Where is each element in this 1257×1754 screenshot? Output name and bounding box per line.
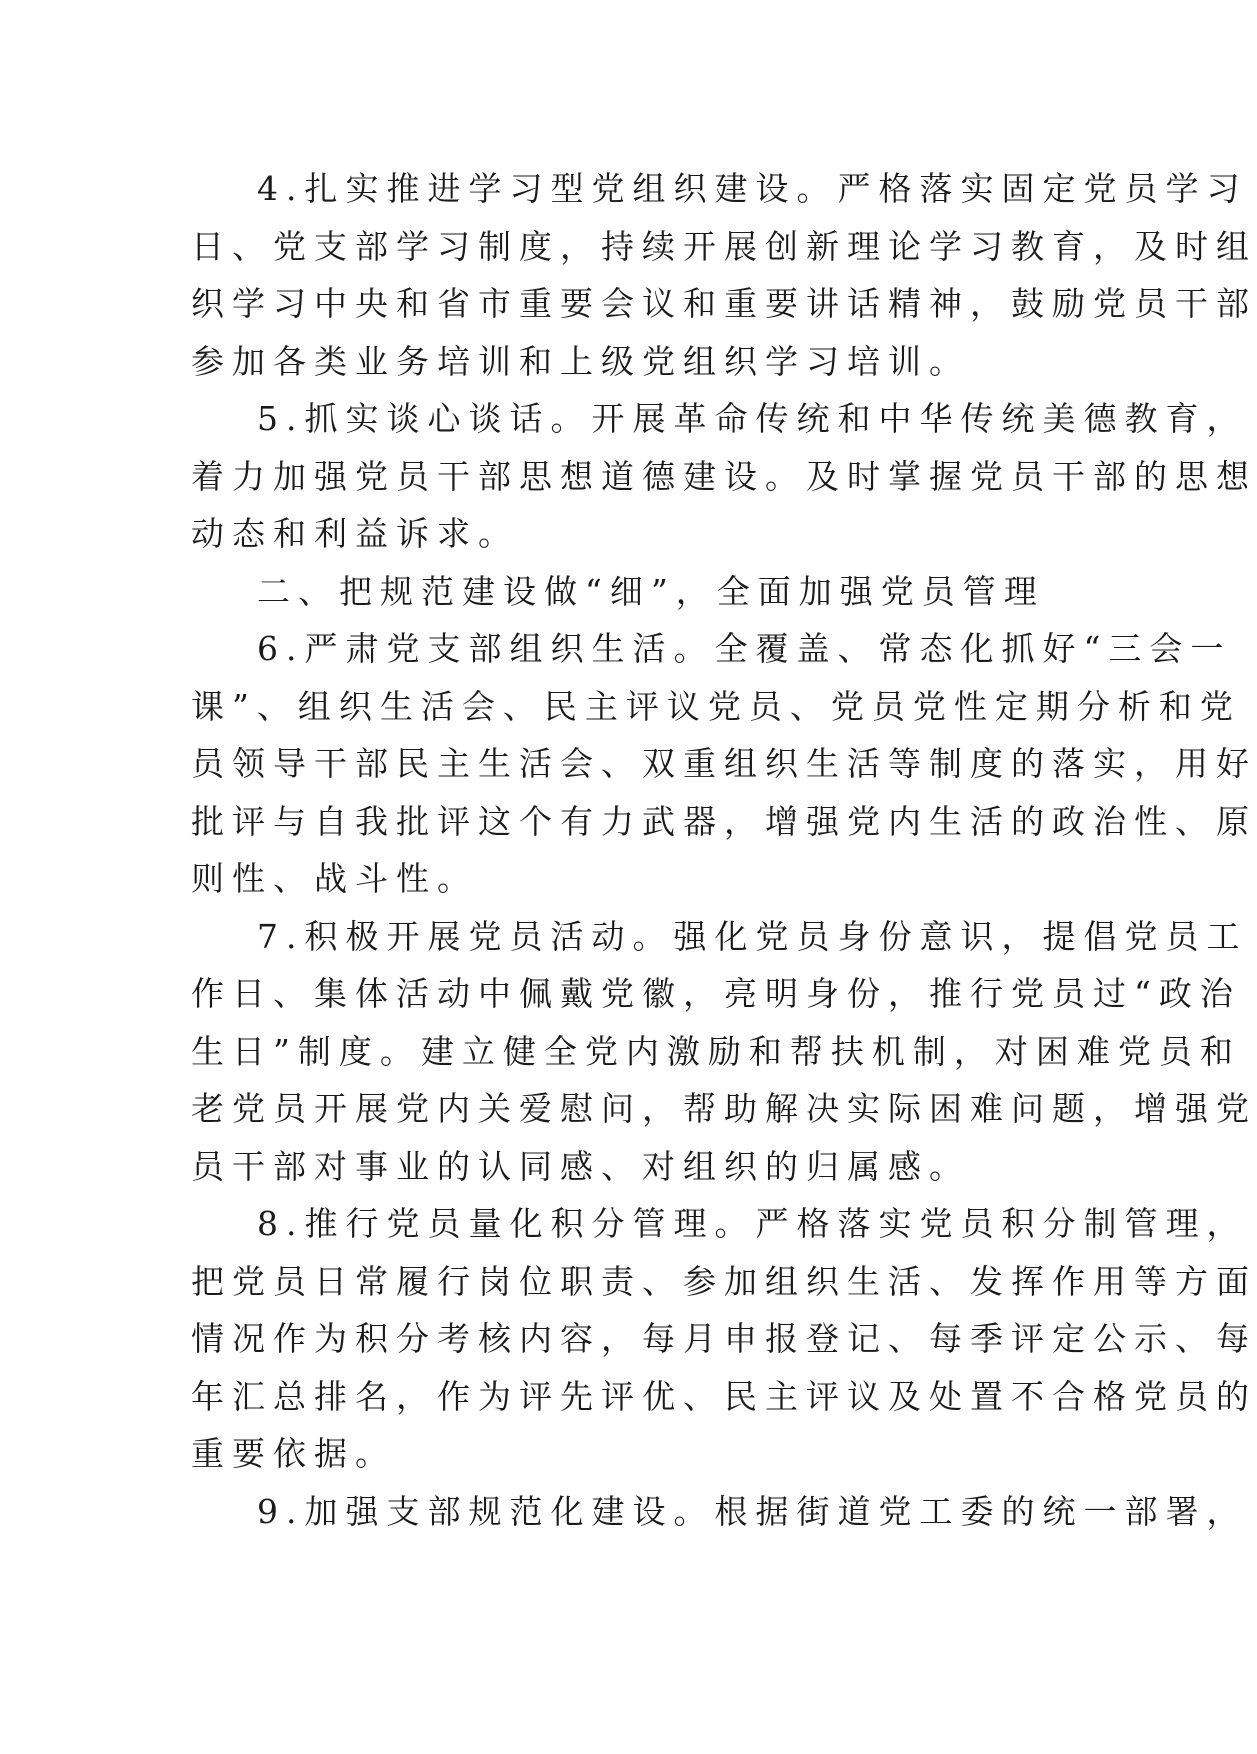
paragraph-item-8 <box>191 1195 1257 1483</box>
text-line: 作 日 、 集 体 活 动 中 佩 戴 党 徽 ， 亮 明 身 份 ， 推 行 党 员 过 “ 政 治 <box>191 974 1241 1013</box>
text-line: 织 学 习 中 央 和 省 市 重 要 会 议 和 重 要 讲 话 精 神 ， 鼓 励 党 员 干 部 <box>191 284 1257 323</box>
text-line: 8 . 推 行 党 员 量 化 积 分 管 理 。 严 格 落 实 党 员 积 分 制 管 理 ， <box>257 1204 1248 1243</box>
text-line: 着 力 加 强 党 员 干 部 思 想 道 德 建 设 。 及 时 掌 握 党 员 干 部 的 思 想 <box>191 456 1257 496</box>
section-heading: 二、把规范建设做“细”，全面加强党员管理 <box>257 571 1045 611</box>
paragraph-item-9 <box>191 1483 1248 1541</box>
text-line: 生 日 ” 制 度 。 建 立 健 全 党 内 激 励 和 帮 扶 机 制 ， 对 困 难 党 员 和 <box>191 1031 1241 1071</box>
text-line: 则性、战斗性。 <box>191 859 478 898</box>
text-line: 课 ” 、 组 织 生 活 会 、 民 主 评 议 党 员 、 党 员 党 性 定 期 分 析 和 党 <box>191 686 1241 726</box>
text-line: 年 汇 总 排 名 ， 作 为 评 先 评 优 、 民 主 评 议 及 处 置 不 合 格 党 员 的 <box>191 1376 1257 1416</box>
text-line: 员干部对事业的认同感、对组织的归属感。 <box>191 1146 970 1186</box>
text-line: 4 . 扎 实 推 进 学 习 型 党 组 织 建 设 。 严 格 落 实 固 定 党 员 学 习 <box>257 169 1248 208</box>
text-line: 日 、 党 支 部 学 习 制 度 ， 持 续 开 展 创 新 理 论 学 习 教 育 ， 及 时 组 <box>191 226 1257 266</box>
paragraph-item-7 <box>191 908 1257 1196</box>
document-body <box>191 160 1257 1540</box>
text-line: 参加各类业务培训和上级党组织学习培训。 <box>191 341 970 381</box>
text-line: 老 党 员 开 展 党 内 关 爱 慰 问 ， 帮 助 解 决 实 际 困 难 问 题 ， 增 强 党 <box>191 1089 1257 1128</box>
text-line: 员 领 导 干 部 民 主 生 活 会 、 双 重 组 织 生 活 等 制 度 的 落 实 ， 用 好 <box>191 744 1257 783</box>
text-line: 6 . 严 肃 党 支 部 组 织 生 活 。 全 覆 盖 、 常 态 化 抓 好 “ 三 会 一 <box>257 629 1232 668</box>
text-line: 9 . 加 强 支 部 规 范 化 建 设 。 根 据 街 道 党 工 委 的 统 一 部 署 ， <box>257 1491 1248 1531</box>
paragraph-item-4 <box>191 160 1257 390</box>
paragraph-item-5 <box>191 390 1257 563</box>
paragraph-item-6 <box>191 620 1257 908</box>
text-line: 情 况 作 为 积 分 考 核 内 容 ， 每 月 申 报 登 记 、 每 季 评 定 公 示 、 每 <box>191 1319 1257 1358</box>
text-line: 重要依据。 <box>191 1434 396 1473</box>
text-line: 批 评 与 自 我 批 评 这 个 有 力 武 器 ， 增 强 党 内 生 活 的 政 治 性 、 原 <box>191 801 1257 841</box>
text-line: 把 党 员 日 常 履 行 岗 位 职 责 、 参 加 组 织 生 活 、 发 挥 作 用 等 方 面 <box>191 1261 1257 1301</box>
text-line: 动态和利益诉求。 <box>191 514 519 553</box>
text-line: 7 . 积 极 开 展 党 员 活 动 。 强 化 党 员 身 份 意 识 ， 提 倡 党 员 工 <box>257 916 1248 956</box>
text-line: 5 . 抓 实 谈 心 谈 话 。 开 展 革 命 传 统 和 中 华 传 统 美 德 教 育 ， <box>257 399 1248 438</box>
